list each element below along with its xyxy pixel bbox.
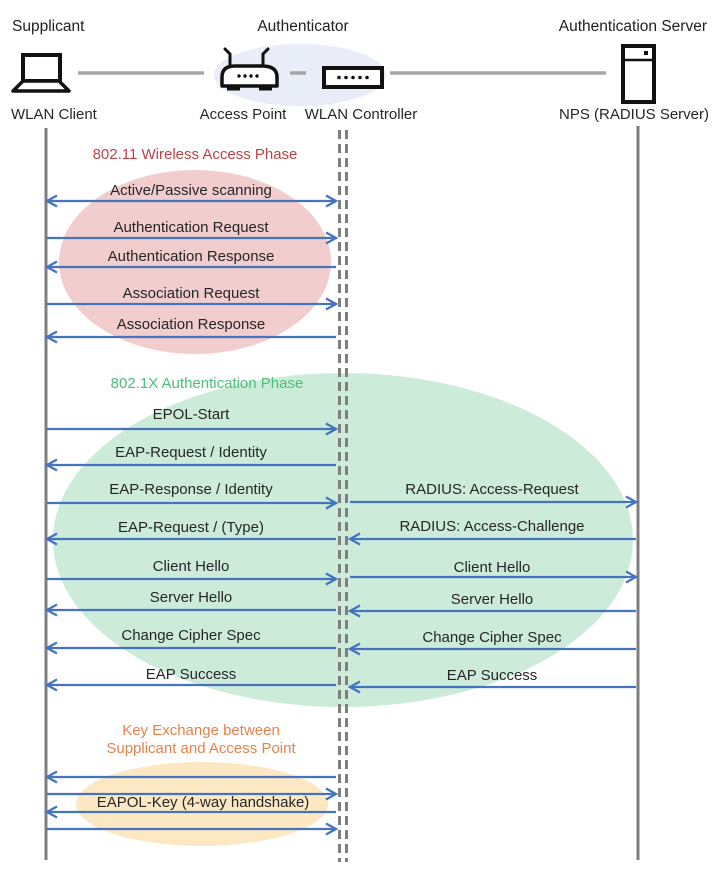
phase3-title-line1: Key Exchange between bbox=[122, 722, 280, 739]
message-label: EAP-Request / (Type) bbox=[118, 519, 264, 536]
role-authenticator: Authenticator bbox=[257, 18, 349, 35]
role-authentication-server: Authentication Server bbox=[558, 18, 707, 35]
message-label: EAP-Request / Identity bbox=[115, 444, 267, 461]
server-icon bbox=[623, 46, 654, 102]
message-label: EAP Success bbox=[446, 667, 538, 684]
phase3-title bbox=[76, 722, 326, 758]
message-label: RADIUS: Access-Request bbox=[405, 481, 579, 498]
message-label: Active/Passive scanning bbox=[110, 182, 272, 199]
message-label: Change Cipher Spec bbox=[121, 627, 261, 644]
device-label-nps: NPS (RADIUS Server) bbox=[558, 106, 710, 123]
message-label: Change Cipher Spec bbox=[422, 629, 562, 646]
message-label: Client Hello bbox=[453, 559, 531, 576]
role-supplicant: Supplicant bbox=[12, 18, 85, 35]
message-label: Server Hello bbox=[450, 591, 534, 608]
phase2-title: 802.1X Authentication Phase bbox=[110, 375, 304, 392]
message-label: EPOL-Start bbox=[152, 406, 230, 423]
message-label: Server Hello bbox=[149, 589, 233, 606]
message-label: EAP-Response / Identity bbox=[109, 481, 273, 498]
device-label-wlan-client: WLAN Client bbox=[11, 106, 97, 123]
phase3-title-line2: Supplicant and Access Point bbox=[106, 740, 296, 757]
message-label: Authentication Request bbox=[113, 219, 269, 236]
message-label: Client Hello bbox=[152, 558, 230, 575]
message-label-eapol-key: EAPOL-Key (4-way handshake) bbox=[96, 794, 310, 811]
phase1-title: 802.11 Wireless Access Phase bbox=[92, 146, 298, 163]
message-label: RADIUS: Access-Challenge bbox=[399, 518, 585, 535]
message-label: Association Response bbox=[116, 316, 266, 333]
message-label: Association Request bbox=[122, 285, 260, 302]
device-label-wlan-controller: WLAN Controller bbox=[304, 106, 418, 123]
message-label: EAP Success bbox=[145, 666, 237, 683]
laptop-icon bbox=[13, 55, 69, 91]
message-label: Authentication Response bbox=[107, 248, 275, 265]
wlan-controller-icon bbox=[324, 68, 382, 87]
device-label-access-point: Access Point bbox=[199, 106, 287, 123]
